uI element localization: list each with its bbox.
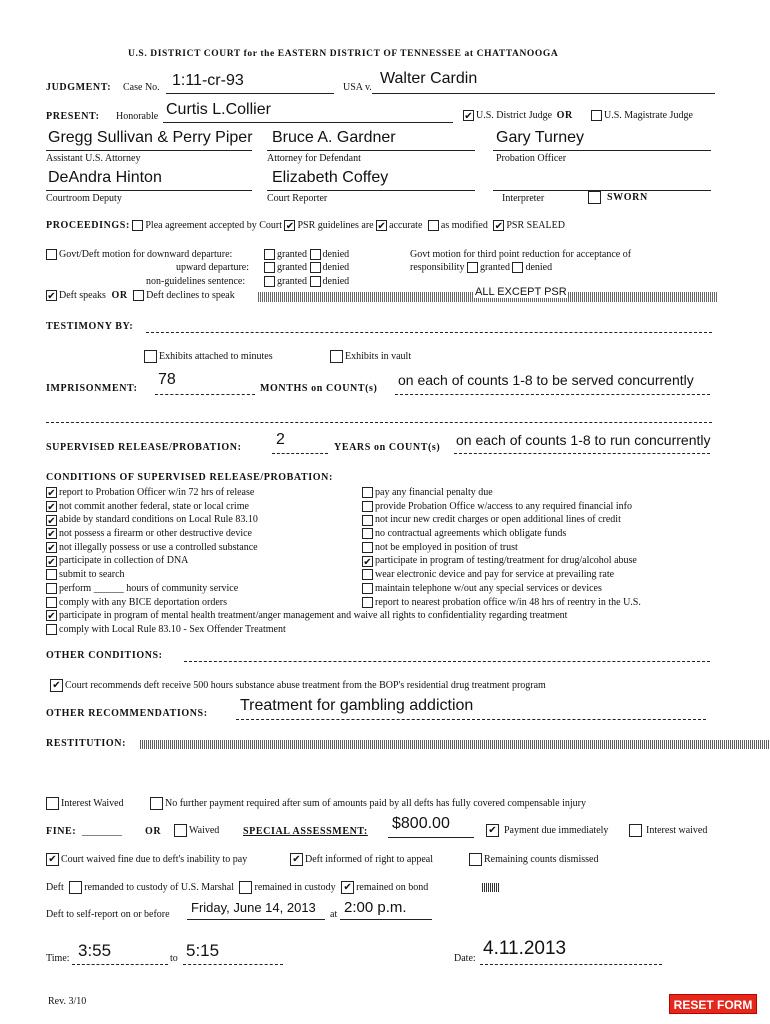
condition-checkbox[interactable]	[362, 528, 373, 539]
self-report-at: at	[330, 909, 338, 920]
fine-field[interactable]: ________	[82, 826, 122, 837]
judgment-label: JUDGMENT:	[46, 82, 112, 93]
checkbox-deft-speaks[interactable]	[46, 290, 57, 301]
defense-attorney-label: Attorney for Defendant	[267, 153, 361, 164]
other-recommendations-field[interactable]: Treatment for gambling addiction	[240, 697, 474, 714]
years-field[interactable]: 2	[276, 431, 285, 448]
court-reporter-label: Court Reporter	[267, 193, 328, 204]
non-guidelines-label: non-guidelines sentence:	[146, 276, 246, 287]
condition-text: not incur new credit charges or open additional lines of credit	[375, 514, 621, 526]
condition-checkbox[interactable]	[362, 487, 373, 498]
checkbox-psr-guidelines[interactable]	[284, 220, 295, 231]
imprisonment-counts-field[interactable]: on each of counts 1-8 to be served concurrently	[398, 372, 694, 388]
checkbox-third-point-granted[interactable]	[467, 262, 478, 273]
condition-item[interactable]	[46, 554, 258, 568]
defense-attorney-field[interactable]: Bruce A. Gardner	[272, 129, 396, 146]
date-label: Date:	[454, 953, 476, 964]
time-end-field[interactable]: 5:15	[186, 941, 220, 960]
payment-due-option[interactable]: ✔ Payment due immediately	[486, 824, 608, 837]
condition-text: report to nearest probation office w/in 48 hrs of reentry in the U.S.	[375, 596, 641, 608]
special-assessment-label: SPECIAL ASSESSMENT:	[243, 826, 368, 837]
checkbox-downward-granted[interactable]	[264, 249, 275, 260]
condition-text: comply with any BICE deportation orders	[59, 596, 228, 608]
condition-text: wear electronic device and pay for service at prevailing rate	[375, 569, 615, 581]
condition-checkbox[interactable]	[46, 624, 57, 635]
fine-or: OR	[145, 826, 162, 837]
condition-checkbox[interactable]	[362, 583, 373, 594]
checkbox-remained-custody[interactable]	[239, 881, 252, 894]
restitution-label: RESTITUTION:	[46, 738, 126, 749]
condition-checkbox[interactable]	[46, 597, 57, 608]
months-label: MONTHS on COUNT(s)	[260, 383, 378, 394]
checkbox-interest-waived-top[interactable]	[46, 797, 59, 810]
condition-text: participate in program of mental health treatment/anger management and waive all rights to confidentiality regarding treatment	[59, 610, 568, 621]
court-title: U.S. DISTRICT COURT for the EASTERN DISTRICT OF TENNESSEE at CHATTANOOGA	[128, 49, 559, 59]
ausa-field[interactable]: Gregg Sullivan & Perry Piper	[48, 129, 253, 146]
checkbox-no-further-payment[interactable]	[150, 797, 163, 810]
bop-recommendation-option[interactable]: ✔Court recommends deft receive 500 hours substance abuse treatment from the BOP's residential drug treatment program	[50, 679, 546, 692]
checkbox-district-judge[interactable]	[463, 110, 474, 121]
case-no-field[interactable]: 1:11-cr-93	[172, 72, 244, 89]
bond-garble	[482, 883, 500, 892]
condition-item[interactable]	[46, 541, 258, 555]
imprisonment-label: IMPRISONMENT:	[46, 383, 138, 394]
condition-text: pay any financial penalty due	[375, 487, 493, 498]
district-judge-option[interactable]: ✔ U.S. District Judge OR	[463, 110, 573, 121]
probation-officer-field[interactable]: Gary Turney	[496, 129, 585, 146]
checkbox-exhibits-vault[interactable]	[330, 350, 343, 363]
exhibits-attached-option[interactable]: Exhibits attached to minutes	[144, 350, 273, 363]
time-start-field[interactable]: 3:55	[78, 941, 112, 960]
condition-text: provide Probation Office w/access to any required financial info	[375, 500, 632, 512]
other-recommendations-label: OTHER RECOMMENDATIONS:	[46, 708, 208, 719]
condition-item[interactable]	[46, 486, 258, 500]
checkbox-downward-denied[interactable]	[310, 249, 321, 260]
checkbox-remaining-dismissed[interactable]	[469, 853, 482, 866]
checkbox-remanded[interactable]	[69, 881, 82, 894]
overflow-text: ALL EXCEPT PSR	[475, 286, 567, 298]
downward-granted-denied: granted denied	[264, 249, 349, 260]
condition-item[interactable]	[46, 513, 258, 527]
condition-text: not illegally possess or use a controlled substance	[59, 541, 258, 553]
checkbox-upward-granted[interactable]	[264, 262, 275, 273]
upward-departure-label: upward departure:	[176, 262, 250, 273]
imprisonment-extra-line[interactable]	[46, 422, 712, 423]
courtroom-deputy-field[interactable]: DeAndra Hinton	[48, 169, 162, 186]
condition-checkbox[interactable]	[46, 583, 57, 594]
conditions-full-list	[46, 609, 567, 636]
checkbox-nonguidelines-granted[interactable]	[264, 276, 275, 287]
condition-text: no contractual agreements which obligate funds	[375, 528, 567, 540]
condition-item[interactable]	[46, 596, 258, 610]
condition-checkbox[interactable]	[362, 501, 373, 512]
deft-informed-option[interactable]: ✔ Deft informed of right to appeal	[290, 853, 433, 866]
third-point-label: Govt motion for third point reduction for acceptance of	[410, 249, 632, 260]
condition-text: report to Probation Officer w/in 72 hrs of release	[59, 487, 255, 498]
fine-label: FINE:	[46, 826, 77, 837]
condition-item[interactable]	[362, 541, 641, 555]
testimony-label: TESTIMONY BY:	[46, 321, 134, 332]
condition-text: not be employed in position of trust	[375, 541, 518, 553]
condition-checkbox[interactable]	[46, 569, 57, 580]
checkbox-upward-denied[interactable]	[310, 262, 321, 273]
checkbox-deft-informed[interactable]	[290, 853, 303, 866]
sworn-option[interactable]: SWORN	[588, 191, 648, 204]
condition-text: abide by standard conditions on Local Rule 83.10	[59, 514, 258, 526]
third-point-row: responsibility granted denied	[410, 262, 553, 273]
other-conditions-label: OTHER CONDITIONS:	[46, 650, 163, 661]
condition-item[interactable]	[46, 623, 567, 637]
time-to: to	[170, 953, 178, 964]
condition-item[interactable]	[46, 582, 258, 596]
supervised-counts-field[interactable]: on each of counts 1-8 to run concurrently	[456, 432, 711, 448]
condition-checkbox[interactable]	[46, 501, 57, 512]
checkbox-remained-bond[interactable]	[341, 881, 354, 894]
courtroom-deputy-label: Courtroom Deputy	[46, 193, 122, 204]
condition-text: participate in collection of DNA	[59, 555, 189, 567]
checkbox-interest-waived[interactable]	[629, 824, 642, 837]
case-no-label: Case No.	[123, 82, 160, 93]
special-assessment-field[interactable]: $800.00	[392, 815, 450, 832]
judge-field[interactable]: Curtis L.Collier	[166, 101, 271, 118]
condition-checkbox[interactable]	[46, 610, 57, 621]
time-label: Time:	[46, 953, 70, 964]
condition-item[interactable]	[362, 582, 641, 596]
condition-text: submit to search	[59, 569, 125, 581]
condition-text: participate in program of testing/treatment for drug/alcohol abuse	[375, 555, 637, 567]
custody-row: Deft remanded to custody of U.S. Marshal remained in custody ✔ remained on bond	[46, 881, 428, 894]
checkbox-payment-due[interactable]	[486, 824, 499, 837]
condition-checkbox[interactable]	[362, 542, 373, 553]
restitution-field[interactable]	[140, 740, 770, 749]
condition-item[interactable]	[362, 486, 641, 500]
self-report-time-field[interactable]: 2:00 p.m.	[344, 899, 407, 916]
reset-form-button[interactable]: RESET FORM	[669, 994, 757, 1014]
condition-item[interactable]	[46, 609, 567, 623]
interest-waived-option[interactable]: Interest Waived	[46, 797, 124, 810]
checkbox-departure-motion[interactable]	[46, 249, 57, 260]
condition-checkbox[interactable]	[362, 556, 373, 567]
non-guidelines-granted-denied: granted denied	[264, 276, 349, 287]
downward-departure-row: Govt/Deft motion for downward departure:	[46, 249, 232, 260]
self-report-date-field[interactable]: Friday, June 14, 2013	[191, 900, 316, 915]
condition-text: comply with Local Rule 83.10 - Sex Offender Treatment	[59, 623, 286, 635]
interpreter-label: Interpreter	[502, 193, 545, 204]
self-report-label: Deft to self-report on or before	[46, 909, 170, 920]
checkbox-nonguidelines-denied[interactable]	[310, 276, 321, 287]
checkbox-accurate[interactable]	[376, 220, 387, 231]
court-waived-fine-option[interactable]: ✔Court waived fine due to deft's inability to pay	[46, 853, 247, 866]
testimony-field[interactable]	[146, 332, 712, 333]
fine-waived-option[interactable]: Waived	[174, 824, 219, 837]
checkbox-sworn[interactable]	[588, 191, 601, 204]
checkbox-magistrate-judge[interactable]	[591, 110, 602, 121]
probation-officer-label: Probation Officer	[496, 153, 567, 164]
condition-item[interactable]	[362, 596, 641, 610]
condition-text: maintain telephone w/out any special services or devices	[375, 582, 602, 594]
defendant-field[interactable]: Walter Cardin	[380, 70, 478, 87]
checkbox-exhibits-attached[interactable]	[144, 350, 157, 363]
court-reporter-field[interactable]: Elizabeth Coffey	[272, 169, 389, 186]
conditions-left-list	[46, 486, 258, 609]
proceedings-row: PROCEEDINGS: Plea agreement accepted by Court ✔ PSR guidelines are ✔ accurate as modified ✔ PSR SEALED	[46, 220, 565, 231]
condition-item[interactable]	[46, 568, 258, 582]
condition-item[interactable]	[362, 527, 641, 541]
condition-checkbox[interactable]	[362, 597, 373, 608]
condition-item[interactable]	[362, 513, 641, 527]
other-conditions-field[interactable]	[184, 661, 710, 662]
checkbox-psr-sealed[interactable]	[493, 220, 504, 231]
months-field[interactable]: 78	[158, 371, 176, 388]
checkbox-court-waived-fine[interactable]	[46, 853, 59, 866]
condition-text: perform ______ hours of community service	[59, 582, 239, 594]
no-further-payment-option[interactable]: No further payment required after sum of amounts paid by all defts has fully covered compensable injury	[150, 797, 586, 810]
condition-checkbox[interactable]	[46, 528, 57, 539]
condition-text: not commit another federal, state or local crime	[59, 500, 249, 512]
checkbox-third-point-denied[interactable]	[512, 262, 523, 273]
checkbox-plea-accepted[interactable]	[132, 220, 143, 231]
condition-checkbox[interactable]	[46, 556, 57, 567]
magistrate-judge-option[interactable]: U.S. Magistrate Judge	[591, 110, 693, 121]
condition-checkbox[interactable]	[46, 542, 57, 553]
condition-checkbox[interactable]	[46, 515, 57, 526]
conditions-label: CONDITIONS OF SUPERVISED RELEASE/PROBATION:	[46, 472, 333, 483]
condition-item[interactable]	[46, 527, 258, 541]
exhibits-vault-option[interactable]: Exhibits in vault	[330, 350, 411, 363]
years-label: YEARS on COUNT(s)	[334, 442, 441, 453]
present-label: PRESENT:	[46, 111, 100, 122]
condition-text: not possess a firearm or other destructive device	[59, 528, 252, 540]
checkbox-fine-waived[interactable]	[174, 824, 187, 837]
condition-checkbox[interactable]	[46, 487, 57, 498]
usa-label: USA v.	[343, 82, 372, 93]
remaining-dismissed-option[interactable]: Remaining counts dismissed	[469, 853, 598, 866]
checkbox-deft-declines[interactable]	[133, 290, 144, 301]
condition-item[interactable]	[362, 554, 641, 568]
condition-checkbox[interactable]	[362, 569, 373, 580]
honorable-label: Honorable	[116, 111, 159, 122]
revision-label: Rev. 3/10	[48, 996, 87, 1007]
condition-item[interactable]	[46, 500, 258, 514]
checkbox-bop-recommendation[interactable]	[50, 679, 63, 692]
condition-checkbox[interactable]	[362, 515, 373, 526]
deft-speaks-row: ✔Deft speaks OR Deft declines to speak	[46, 290, 235, 301]
interest-waived-fine-option[interactable]: Interest waived	[629, 824, 707, 837]
upward-granted-denied: granted denied	[264, 262, 349, 273]
supervised-label: SUPERVISED RELEASE/PROBATION:	[46, 442, 242, 453]
conditions-right-list	[362, 486, 641, 609]
date-field[interactable]: 4.11.2013	[483, 938, 567, 959]
condition-item[interactable]	[362, 568, 641, 582]
ausa-label: Assistant U.S. Attorney	[46, 153, 141, 164]
condition-item[interactable]	[362, 500, 641, 514]
checkbox-as-modified[interactable]	[428, 220, 439, 231]
